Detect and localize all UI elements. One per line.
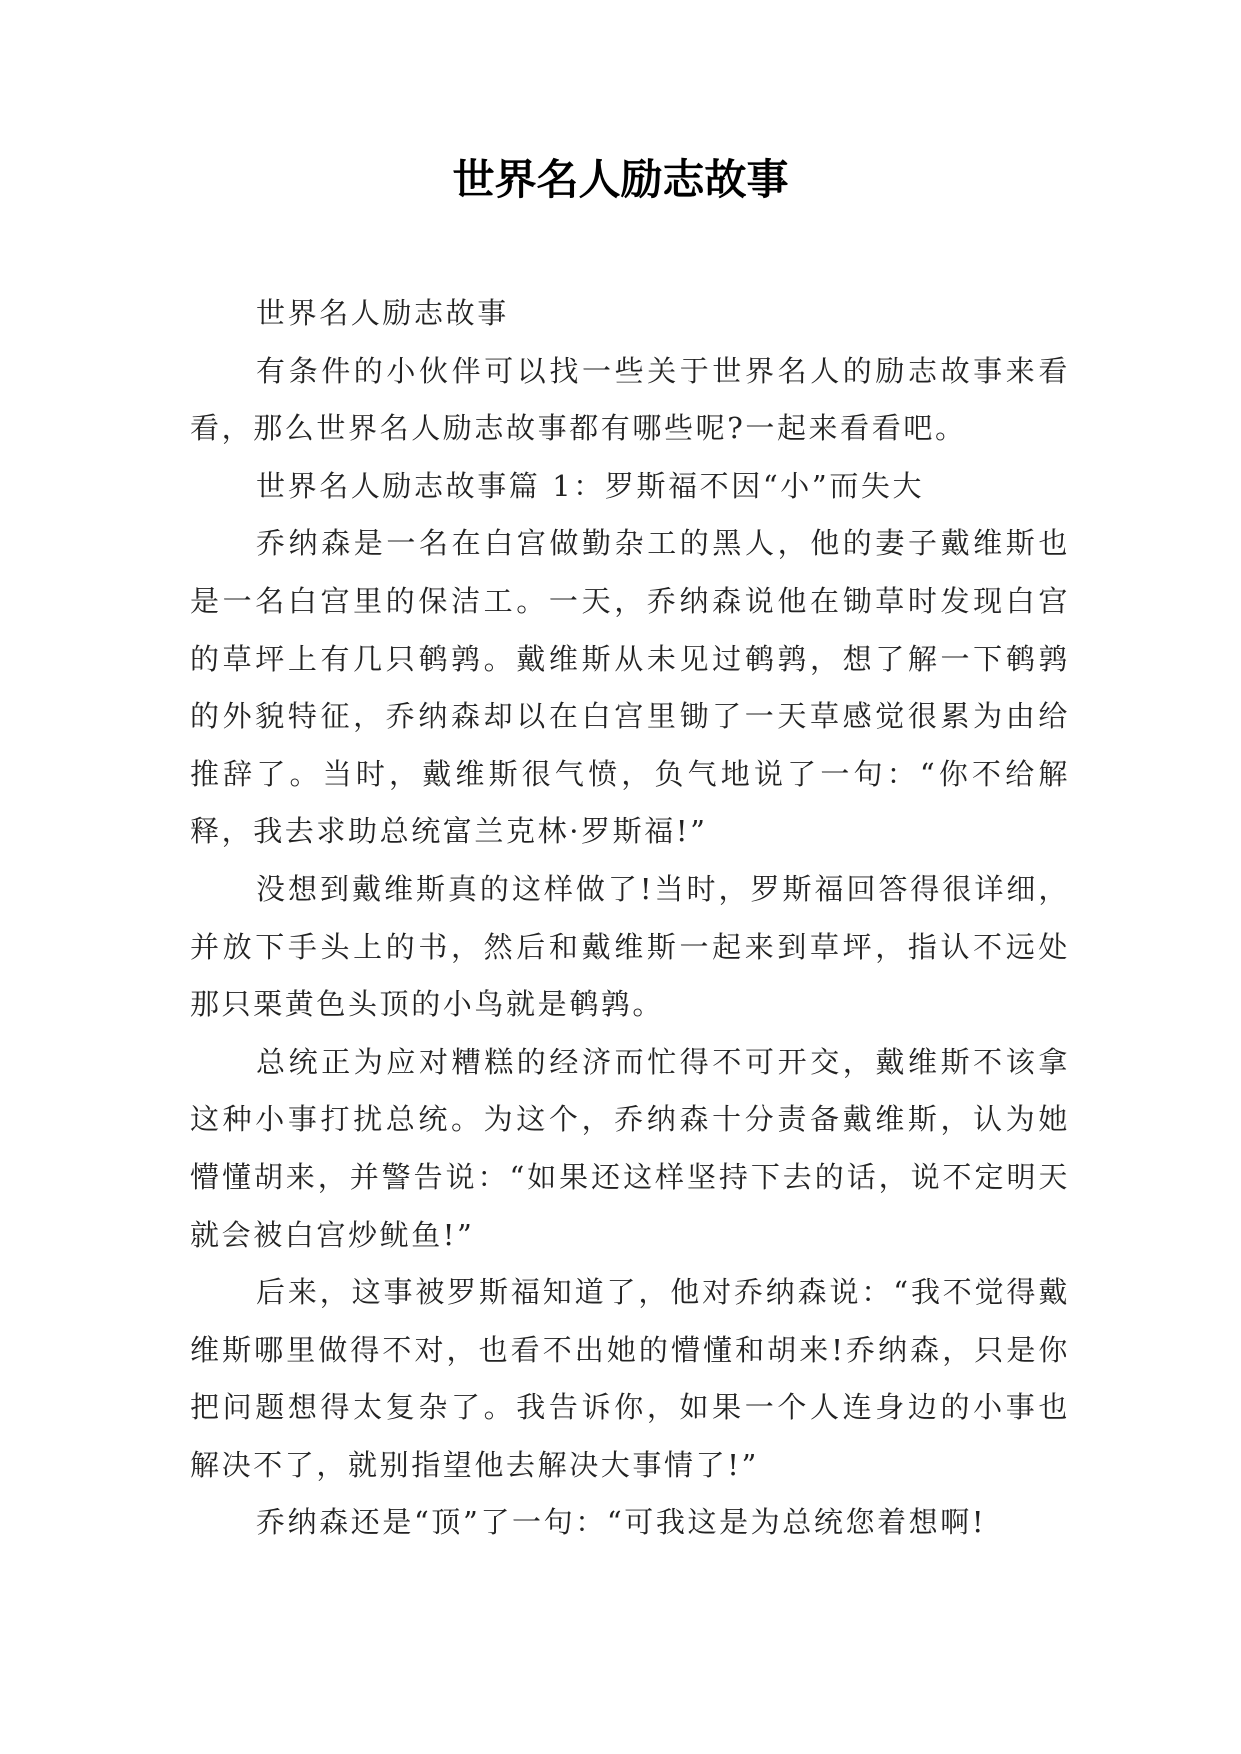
paragraph-intro: 有条件的小伙伴可以找一些关于世界名人的励志故事来看看，那么世界名人励志故事都有哪些呢?一起来看看吧。 [190, 353, 1070, 446]
paragraph: 乔纳森还是“顶”了一句：“可我这是为总统您着想啊! [256, 1505, 987, 1540]
paragraph: 乔纳森是一名在白宫做勤杂工的黑人，他的妻子戴维斯也是一名白宫里的保洁工。一天，乔纳森说他在锄草时发现白宫的草坪上有几只鹌鹑。戴维斯从未见过鹌鹑，想了解一下鹌鹑的外貌特征，乔纳森却以在白宫里锄了一天草感觉很累为由给推辞了。当时，戴维斯很气愤，负气地说了一句：“你不给解释，我去求助总统富兰克林·罗斯福!” [190, 526, 1070, 849]
paragraph: 没想到戴维斯真的这样做了!当时，罗斯福回答得很详细，并放下手头上的书，然后和戴维斯一起来到草坪，指认不远处那只栗黄色头顶的小鸟就是鹌鹑。 [190, 871, 1070, 1022]
paragraph: 总统正为应对糟糕的经济而忙得不可开交，戴维斯不该拿这种小事打扰总统。为这个，乔纳森十分责备戴维斯，认为她懵懂胡来，并警告说：“如果还这样坚持下去的话，说不定明天就会被白宫炒鱿鱼!” [190, 1044, 1070, 1252]
section-heading: 世界名人励志故事篇 1：罗斯福不因“小”而失大 [256, 468, 925, 503]
paragraph-subtitle: 世界名人励志故事 [256, 296, 509, 330]
paragraph: 后来，这事被罗斯福知道了，他对乔纳森说：“我不觉得戴维斯哪里做得不对，也看不出她的懵懂和胡来!乔纳森，只是你把问题想得太复杂了。我告诉你，如果一个人连身边的小事也解决不了，就别指望他去解决大事情了!” [190, 1275, 1070, 1482]
document-body [190, 285, 1070, 1552]
page-title: 世界名人励志故事 [452, 155, 789, 204]
